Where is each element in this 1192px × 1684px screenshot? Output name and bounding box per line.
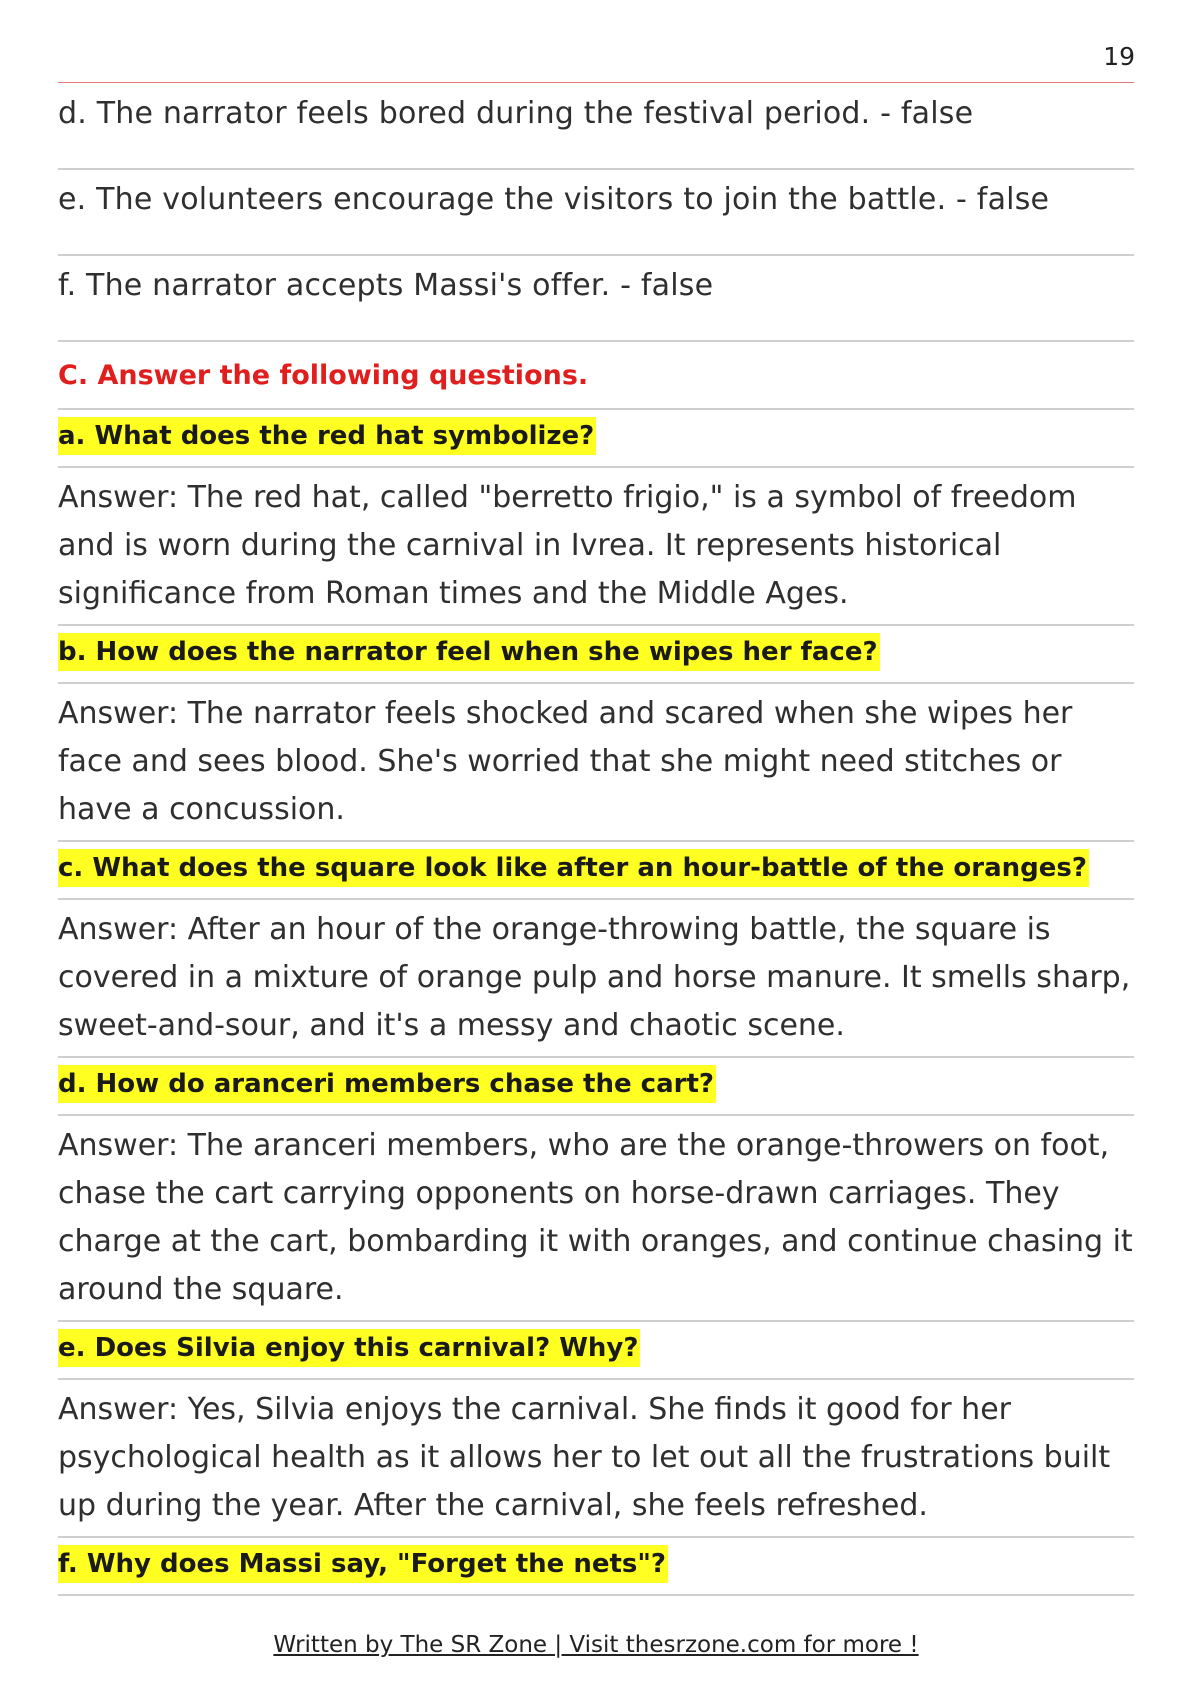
question-b-row — [58, 626, 1134, 684]
question-d: d. How do aranceri members chase the cart? — [58, 1065, 716, 1103]
footer-link[interactable]: Written by The SR Zone | Visit thesrzone.com for more ! — [273, 1632, 919, 1658]
answer-d: Answer: The aranceri members, who are the orange-throwers on foot, chase the cart carrying opponents on horse-drawn carriages. They charge at the cart, bombarding it with oranges, and continue chasing it around the square. — [58, 1116, 1134, 1322]
answer-c: Answer: After an hour of the orange-throwing battle, the square is covered in a mixture of orange pulp and horse manure. It smells sharp, sweet-and-sour, and it's a messy and chaotic scene. — [58, 900, 1134, 1058]
answer-e: Answer: Yes, Silvia enjoys the carnival. She finds it good for her psychological health as it allows her to let out all the frustrations built up during the year. After the carnival, she feels refreshed. — [58, 1380, 1134, 1538]
statement-f: f. The narrator accepts Massi's offer. - false — [58, 256, 1134, 342]
question-b: b. How does the narrator feel when she wipes her face? — [58, 633, 880, 671]
answer-b: Answer: The narrator feels shocked and scared when she wipes her face and sees blood. She's worried that she might need stitches or have a concussion. — [58, 684, 1134, 842]
section-c-heading: C. Answer the following questions. — [58, 342, 1134, 410]
page-number: 19 — [1103, 42, 1135, 71]
question-a-row — [58, 410, 1134, 468]
question-e: e. Does Silvia enjoy this carnival? Why? — [58, 1329, 640, 1367]
question-a: a. What does the red hat symbolize? — [58, 417, 596, 455]
top-rule — [58, 82, 1134, 83]
footer — [0, 1632, 1192, 1658]
statement-d: d. The narrator feels bored during the festival period. - false — [58, 84, 1134, 170]
statement-e: e. The volunteers encourage the visitors to join the battle. - false — [58, 170, 1134, 256]
question-d-row — [58, 1058, 1134, 1116]
question-f-row — [58, 1538, 1134, 1596]
question-c: c. What does the square look like after an hour-battle of the oranges? — [58, 849, 1089, 887]
worksheet-content — [58, 84, 1134, 1596]
question-f: f. Why does Massi say, "Forget the nets"? — [58, 1545, 668, 1583]
question-c-row — [58, 842, 1134, 900]
question-e-row — [58, 1322, 1134, 1380]
answer-a: Answer: The red hat, called "berretto frigio," is a symbol of freedom and is worn during the carnival in Ivrea. It represents historical significance from Roman times and the Middle Ages. — [58, 468, 1134, 626]
